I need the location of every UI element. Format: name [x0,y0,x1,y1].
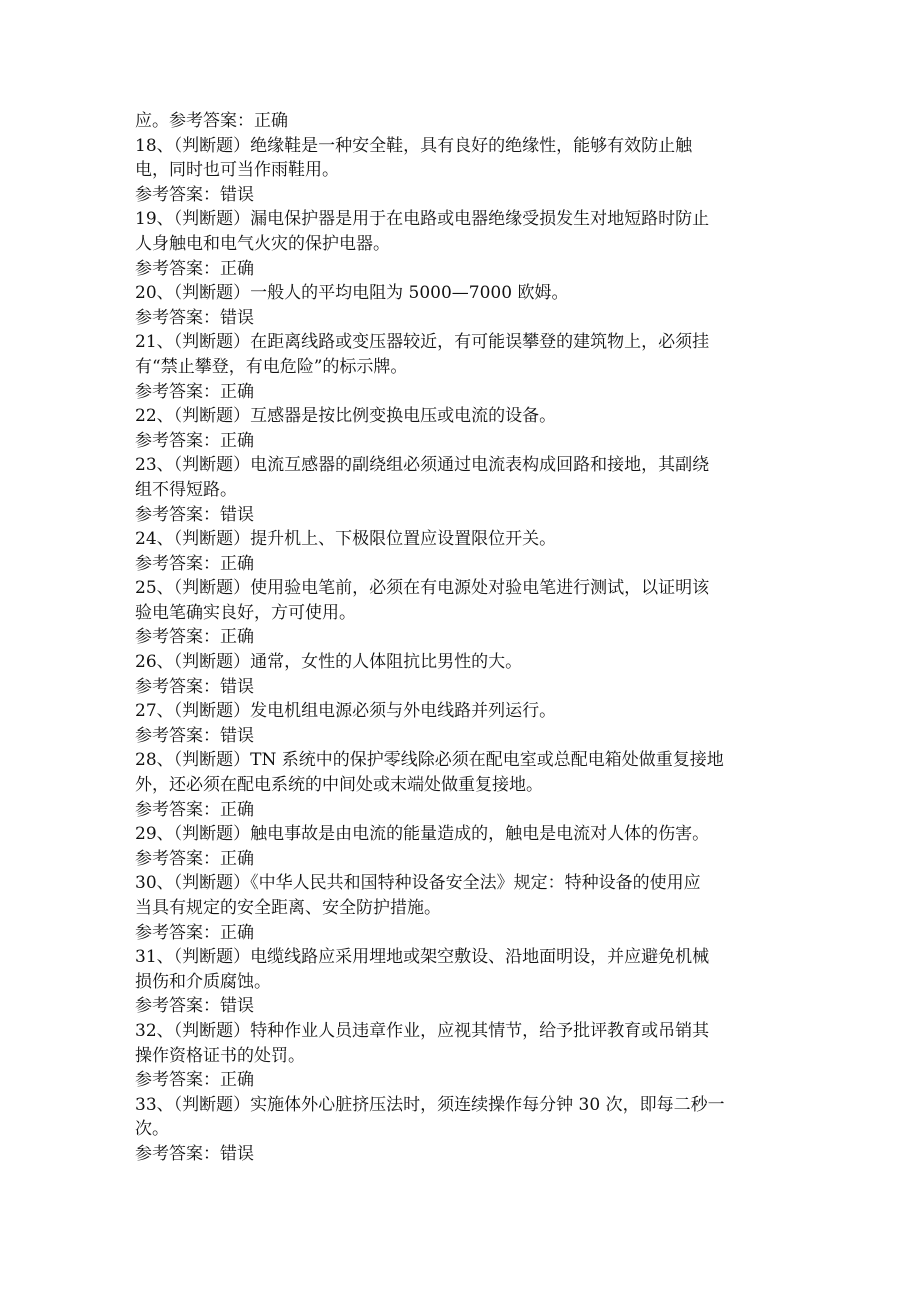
text-line: 人身触电和电气火灾的保护电器。 [135,233,390,254]
text-line: 30、（判断题）《中华人民共和国特种设备安全法》规定：特种设备的使用应 [135,873,701,894]
text-line: 参考答案：错误 [135,184,254,205]
text-line: 参考答案：正确 [135,430,254,451]
text-line: 参考答案：错误 [135,725,254,746]
text-line: 24、（判断题）提升机上、下极限位置应设置限位开关。 [135,529,557,550]
text-line: 组不得短路。 [135,479,237,500]
text-line: 电，同时也可当作雨鞋用。 [135,160,339,181]
text-line: 31、（判断题）电缆线路应采用埋地或架空敷设、沿地面明设，并应避免机械 [135,947,710,968]
text-line: 参考答案：正确 [135,1070,254,1091]
text-line: 参考答案：错误 [135,307,254,328]
text-line: 25、（判断题）使用验电笔前，必须在有电源处对验电笔进行测试，以证明该 [135,578,710,599]
text-line: 33、（判断题）实施体外心脏挤压法时，须连续操作每分钟 30 次，即每二秒一 [135,1094,725,1115]
text-line: 27、（判断题）发电机组电源必须与外电线路并列运行。 [135,701,557,722]
text-line: 21、（判断题）在距离线路或变压器较近，有可能误攀登的建筑物上，必须挂 [135,332,710,353]
text-line: 参考答案：正确 [135,258,254,279]
text-line: 22、（判断题）互感器是按比例变换电压或电流的设备。 [135,406,557,427]
text-line: 18、（判断题）绝缘鞋是一种安全鞋，具有良好的绝缘性，能够有效防止触 [135,135,693,156]
text-line: 损伤和介质腐蚀。 [135,971,271,992]
text-line: 29、（判断题）触电事故是由电流的能量造成的，触电是电流对人体的伤害。 [135,824,710,845]
document-body [135,109,775,1167]
text-line: 验电笔确实良好，方可使用。 [135,602,356,623]
text-line: 当具有规定的安全距离、安全防护措施。 [135,898,441,918]
text-line: 参考答案：错误 [135,1143,254,1164]
text-line: 外，还必须在配电系统的中间处或末端处做重复接地。 [135,775,543,796]
text-line: 20、（判断题）一般人的平均电阻为 5000—7000 欧姆。 [135,283,569,304]
text-line: 参考答案：正确 [135,799,254,820]
text-line: 28、（判断题）TN 系统中的保护零线除必须在配电室或总配电箱处做重复接地 [135,750,724,771]
text-line: 次。 [135,1119,169,1140]
text-line: 19、（判断题）漏电保护器是用于在电路或电器绝缘受损发生对地短路时防止 [135,209,710,230]
text-line: 参考答案：正确 [135,848,254,869]
text-line: 参考答案：错误 [135,996,254,1017]
text-line: 32、（判断题）特种作业人员违章作业，应视其情节，给予批评教育或吊销其 [135,1020,710,1041]
text-line: 参考答案：正确 [135,627,254,648]
text-line: 参考答案：正确 [135,381,254,402]
text-line: 参考答案：错误 [135,676,254,697]
text-line: 有“禁止攀登，有电危险”的标示牌。 [135,356,408,377]
text-line: 应。参考答案：正确 [135,111,288,131]
text-line: 参考答案：正确 [135,553,254,574]
text-line: 23、（判断题）电流互感器的副绕组必须通过电流表构成回路和接地，其副绕 [135,455,710,476]
text-line: 操作资格证书的处罚。 [135,1045,305,1066]
text-line: 参考答案：错误 [135,504,254,525]
text-line: 参考答案：正确 [135,922,254,943]
text-line: 26、（判断题）通常，女性的人体阻抗比男性的大。 [135,652,523,673]
